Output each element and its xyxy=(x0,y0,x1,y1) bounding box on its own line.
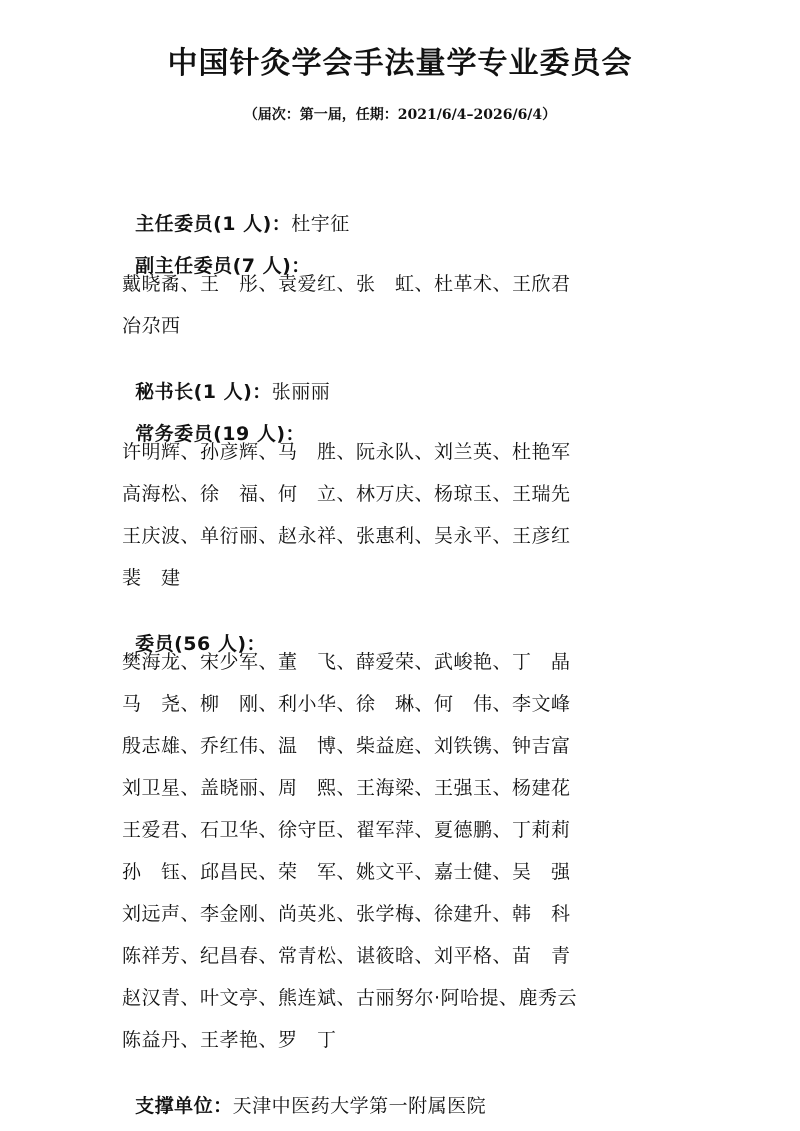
supporting-unit-row xyxy=(122,1070,486,1118)
director-row xyxy=(122,188,350,236)
members-line: 孙 钰、邱昌民、荣 军、姚文平、嘉士健、吴 强 xyxy=(122,861,571,883)
standing-members-line: 许明辉、孙彦辉、马 胜、阮永队、刘兰英、杜艳军 xyxy=(122,441,571,463)
secretary-general-label: 秘书长(1 人)： xyxy=(135,381,272,403)
director-label: 主任委员(1 人)： xyxy=(135,213,292,235)
standing-members-line: 王庆波、单衍丽、赵永祥、张惠利、吴永平、王彦红 xyxy=(122,525,571,547)
members-line: 刘卫星、盖晓丽、周 熙、王海梁、王强玉、杨建花 xyxy=(122,777,571,799)
director-name: 杜宇征 xyxy=(291,213,350,235)
members-line: 殷志雄、乔红伟、温 博、柴益庭、刘铁镌、钟吉富 xyxy=(122,735,571,757)
vice-directors-label xyxy=(122,230,311,278)
vice-directors-line: 冶尕西 xyxy=(122,315,181,337)
members-line: 刘远声、李金刚、尚英兆、张学梅、徐建升、韩 科 xyxy=(122,903,571,925)
term-info: （届次：第一届，任期：2021/6/4–2026/6/4） xyxy=(243,107,557,123)
secretary-general-row xyxy=(122,356,330,404)
members-line: 赵汉青、叶文亭、熊连斌、古丽努尔·阿哈提、鹿秀云 xyxy=(122,987,578,1009)
vice-directors-label-text: 副主任委员(7 人)： xyxy=(135,255,311,277)
members-line: 陈益丹、王孝艳、罗 丁 xyxy=(122,1029,337,1051)
secretary-general-name: 张丽丽 xyxy=(271,381,331,403)
document-title: 中国针灸学会手法量学专业委员会 xyxy=(167,46,633,81)
members-label-text: 委员(56 人)： xyxy=(135,633,267,655)
standing-members-line: 裴 建 xyxy=(122,567,181,589)
members-line: 马 尧、柳 刚、利小华、徐 琳、何 伟、李文峰 xyxy=(122,693,571,715)
vice-directors-line: 戴晓矞、王 彤、袁爱红、张 虹、杜革术、王欣君 xyxy=(122,273,571,295)
standing-members-label-text: 常务委员(19 人)： xyxy=(135,423,306,445)
supporting-unit-name: 天津中医药大学第一附属医院 xyxy=(232,1095,487,1117)
standing-members-label xyxy=(122,398,305,446)
members-label xyxy=(122,608,266,656)
members-line: 樊海龙、宋少军、董 飞、薛爱荣、武峻艳、丁 晶 xyxy=(122,651,571,673)
members-line: 陈祥芳、纪昌春、常青松、谌筱晗、刘平格、苗 青 xyxy=(122,945,571,967)
standing-members-line: 高海松、徐 福、何 立、林万庆、杨琼玉、王瑞先 xyxy=(122,483,571,505)
members-line: 王爱君、石卫华、徐守臣、翟军萍、夏德鹏、丁莉莉 xyxy=(122,819,571,841)
supporting-unit-label: 支撑单位： xyxy=(135,1095,233,1117)
